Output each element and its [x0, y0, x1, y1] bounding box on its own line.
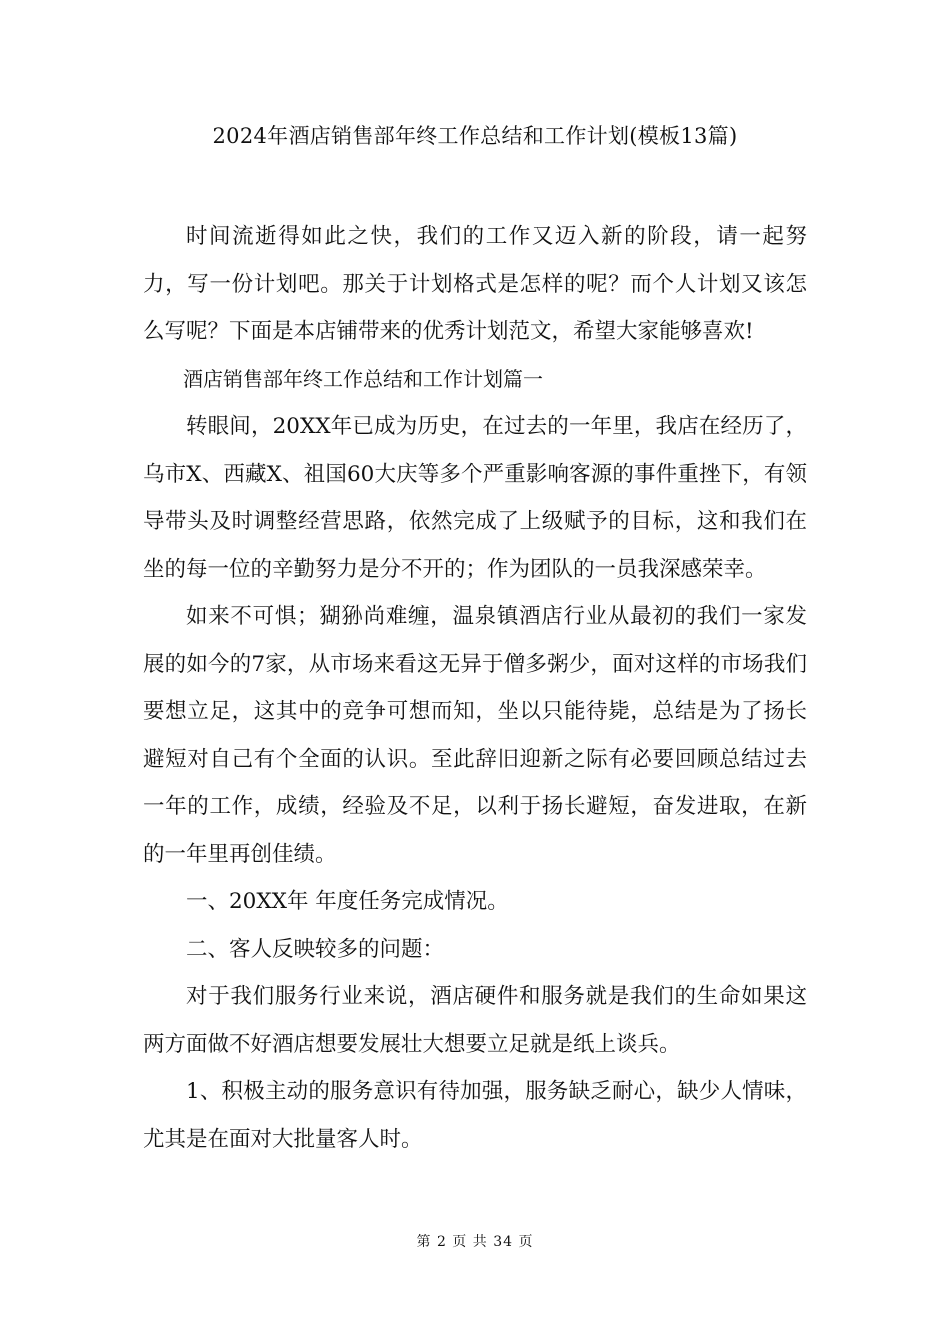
page-number-footer: 第 2 页 共 34 页	[416, 1234, 534, 1250]
section-heading: 酒店销售部年终工作总结和工作计划篇一	[183, 366, 543, 391]
intro-paragraph: 时间流逝得如此之快，我们的工作又迈入新的阶段，请一起努力，写一份计划吧。那关于计划格式是怎样的呢？而个人计划又该怎么写呢？下面是本店铺带来的优秀计划范文，希望大家能够喜欢!	[143, 224, 807, 344]
body-paragraph: 对于我们服务行业来说，酒店硬件和服务就是我们的生命如果这两方面做不好酒店想要发展壮大想要立足就是纸上谈兵。	[143, 984, 807, 1057]
list-item: 1、积极主动的服务意识有待加强，服务缺乏耐心，缺少人情味，尤其是在面对大批量客人时。	[143, 1079, 807, 1152]
list-heading: 二、客人反映较多的问题：	[186, 936, 445, 962]
body-paragraph: 转眼间，20XX年已成为历史，在过去的一年里，我店在经历了，乌市X、西藏X、祖国60大庆等多个严重影响客源的事件重挫下，有领导带头及时调整经营思路，依然完成了上级赋予的目标，这和我们在坐的每一位的辛勤努力是分不开的；作为团队的一员我深感荣幸。	[143, 414, 807, 582]
list-heading: 一、20XX年 年度任务完成情况。	[186, 889, 509, 914]
body-paragraph: 如来不可惧；猢狲尚难缠，温泉镇酒店行业从最初的我们一家发展的如今的7家，从市场来看这无异于僧多粥少，面对这样的市场我们要想立足，这其中的竞争可想而知，坐以只能待毙，总结是为了扬长避短对自己有个全面的认识。至此辞旧迎新之际有必要回顾总结过去一年的工作，成绩，经验及不足，以利于扬长避短，奋发进取，在新的一年里再创佳绩。	[143, 604, 807, 867]
document-body	[143, 213, 807, 1163]
document-title: 2024年酒店销售部年终工作总结和工作计划(模板13篇)	[212, 124, 738, 148]
